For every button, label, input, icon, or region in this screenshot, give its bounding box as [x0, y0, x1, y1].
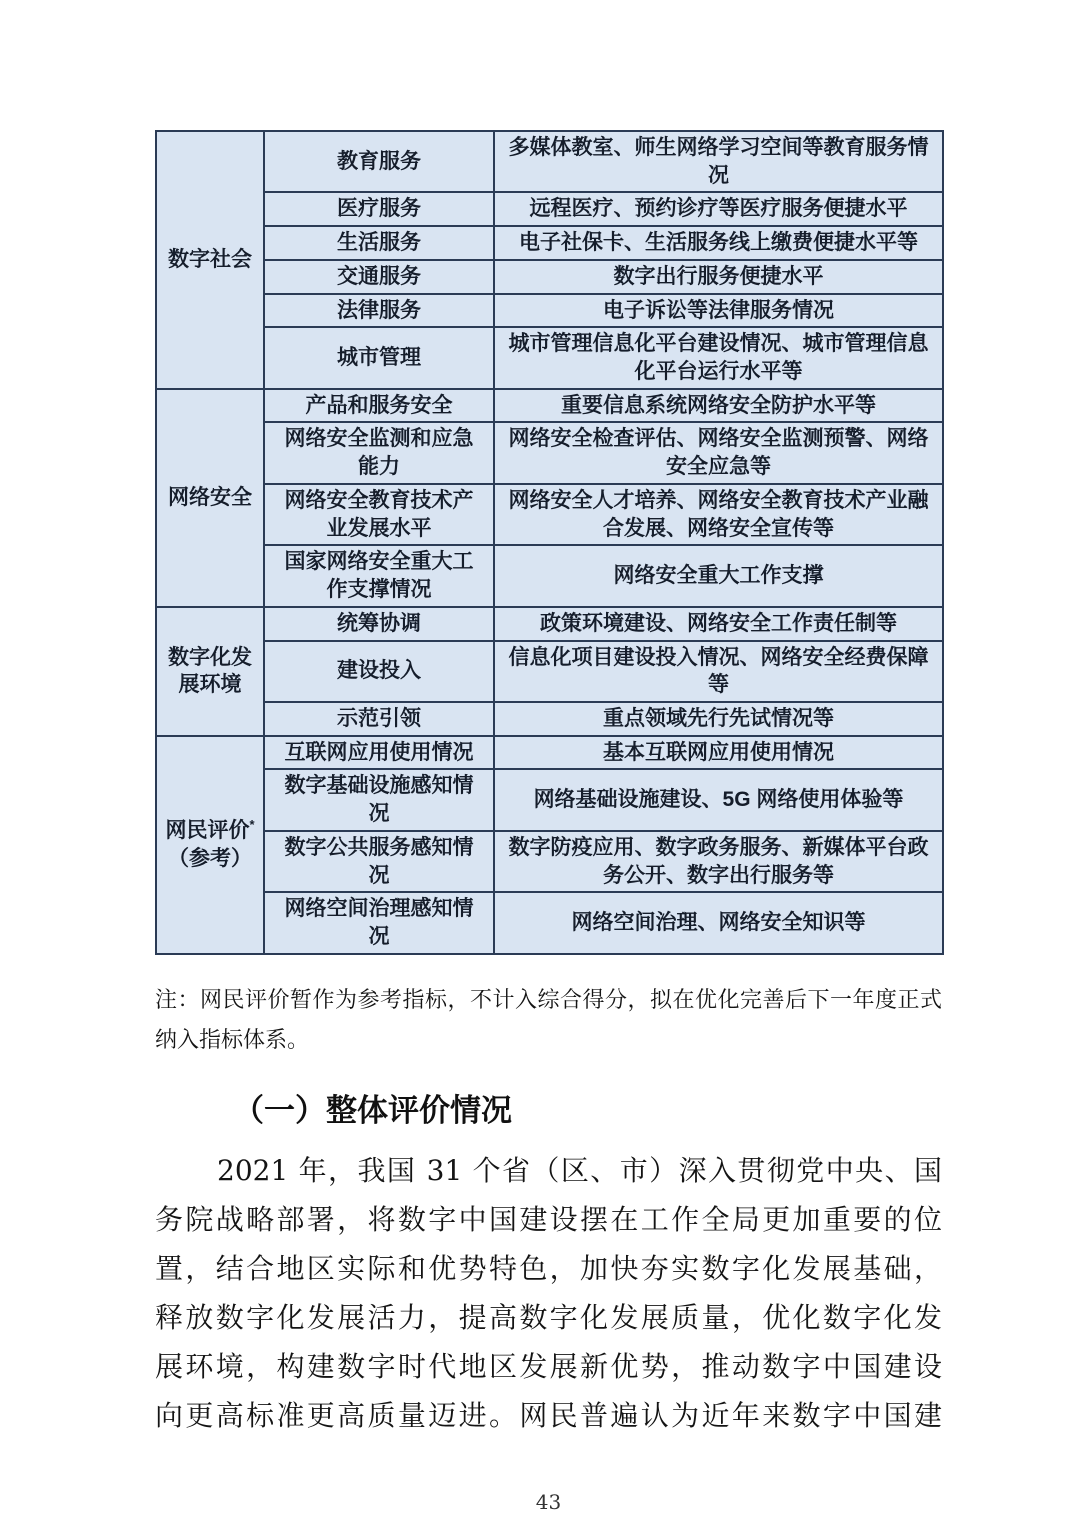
indicator-item: 网络安全教育技术产业发展水平: [264, 484, 494, 545]
table-row: [156, 327, 943, 388]
category-cell-netizen-evaluation: [156, 736, 264, 954]
indicator-desc: 电子诉讼等法律服务情况: [494, 294, 943, 328]
paragraph-line: 展环境，构建数字时代地区发展新优势，推动数字中国建设: [155, 1349, 942, 1383]
table-row: [156, 702, 943, 736]
indicator-item: 网络空间治理感知情况: [264, 892, 494, 953]
indicator-desc: 重要信息系统网络安全防护水平等: [494, 389, 943, 423]
footnote-line: 纳入指标体系。: [155, 1027, 310, 1053]
paragraph-line: 2021 年，我国 31 个省（区、市）深入贯彻党中央、国: [217, 1153, 942, 1187]
table-row: [156, 294, 943, 328]
indicator-item: 生活服务: [264, 226, 494, 260]
table-row: [156, 736, 943, 770]
indicator-item: 网络安全监测和应急能力: [264, 422, 494, 483]
indicator-desc: 网络安全重大工作支撑: [494, 545, 943, 606]
indicator-item: 数字基础设施感知情况: [264, 769, 494, 830]
paragraph-line: 释放数字化发展活力，提高数字化发展质量，优化数字化发: [155, 1300, 942, 1334]
indicator-desc: 基本互联网应用使用情况: [494, 736, 943, 770]
body-paragraph: [155, 1146, 942, 1440]
section-heading: （一）整体评价情况: [233, 1092, 512, 1129]
indicator-item: 统筹协调: [264, 607, 494, 641]
indicator-item: 城市管理: [264, 327, 494, 388]
indicator-desc: 网络安全检查评估、网络安全监测预警、网络安全应急等: [494, 422, 943, 483]
indicator-item: 交通服务: [264, 260, 494, 294]
indicator-desc: 网络空间治理、网络安全知识等: [494, 892, 943, 953]
category-cell-digital-environment: 数字化发展环境: [156, 607, 264, 736]
category-asterisk: *: [249, 816, 255, 832]
indicator-item: 产品和服务安全: [264, 389, 494, 423]
table-row: [156, 422, 943, 483]
indicator-item: 医疗服务: [264, 192, 494, 226]
footnote-line: 注：网民评价暂作为参考指标，不计入综合得分，拟在优化完善后下一年度正式: [155, 987, 942, 1013]
indicator-desc: 数字出行服务便捷水平: [494, 260, 943, 294]
indicator-desc: 重点领域先行先试情况等: [494, 702, 943, 736]
indicator-item: 数字公共服务感知情况: [264, 831, 494, 892]
paragraph-line: 务院战略部署，将数字中国建设摆在工作全局更加重要的位: [155, 1202, 942, 1236]
page-content: [155, 0, 942, 1514]
table-row: [156, 131, 943, 192]
table-row: [156, 484, 943, 545]
indicator-desc: 城市管理信息化平台建设情况、城市管理信息化平台运行水平等: [494, 327, 943, 388]
indicator-item: 教育服务: [264, 131, 494, 192]
table-row: [156, 892, 943, 953]
indicator-item: 法律服务: [264, 294, 494, 328]
indicator-table: [155, 130, 944, 955]
indicator-item: 互联网应用使用情况: [264, 736, 494, 770]
indicator-item: 示范引领: [264, 702, 494, 736]
paragraph-line: 置，结合地区实际和优势特色，加快夯实数字化发展基础，: [155, 1251, 942, 1285]
indicator-item: 国家网络安全重大工作支撑情况: [264, 545, 494, 606]
paragraph-line: 向更高标准更高质量迈进。网民普遍认为近年来数字中国建: [155, 1398, 942, 1432]
indicator-desc: 数字防疫应用、数字政务服务、新媒体平台政务公开、数字出行服务等: [494, 831, 943, 892]
category-cell-digital-society: 数字社会: [156, 131, 264, 389]
indicator-item: 建设投入: [264, 641, 494, 702]
indicator-desc: 网络基础设施建设、5G 网络使用体验等: [494, 769, 943, 830]
table-row: [156, 389, 943, 423]
table-row: [156, 831, 943, 892]
table-row: [156, 545, 943, 606]
table-row: [156, 260, 943, 294]
table-row: [156, 641, 943, 702]
indicator-desc: 信息化项目建设投入情况、网络安全经费保障等: [494, 641, 943, 702]
table-row: [156, 607, 943, 641]
category-label: 网民评价: [165, 818, 250, 842]
table-footnote: [155, 981, 942, 1061]
indicator-desc: 远程医疗、预约诊疗等医疗服务便捷水平: [494, 192, 943, 226]
indicator-desc: 网络安全人才培养、网络安全教育技术产业融合发展、网络安全宣传等: [494, 484, 943, 545]
indicator-desc: 电子社保卡、生活服务线上缴费便捷水平等: [494, 226, 943, 260]
indicator-desc: 多媒体教室、师生网络学习空间等教育服务情况: [494, 131, 943, 192]
indicator-desc: 政策环境建设、网络安全工作责任制等: [494, 607, 943, 641]
category-label-sub: （参考）: [168, 846, 252, 870]
page-number: 43: [535, 1489, 562, 1514]
table-row: [156, 192, 943, 226]
table-row: [156, 226, 943, 260]
category-cell-cybersecurity: 网络安全: [156, 389, 264, 607]
table-row: [156, 769, 943, 830]
